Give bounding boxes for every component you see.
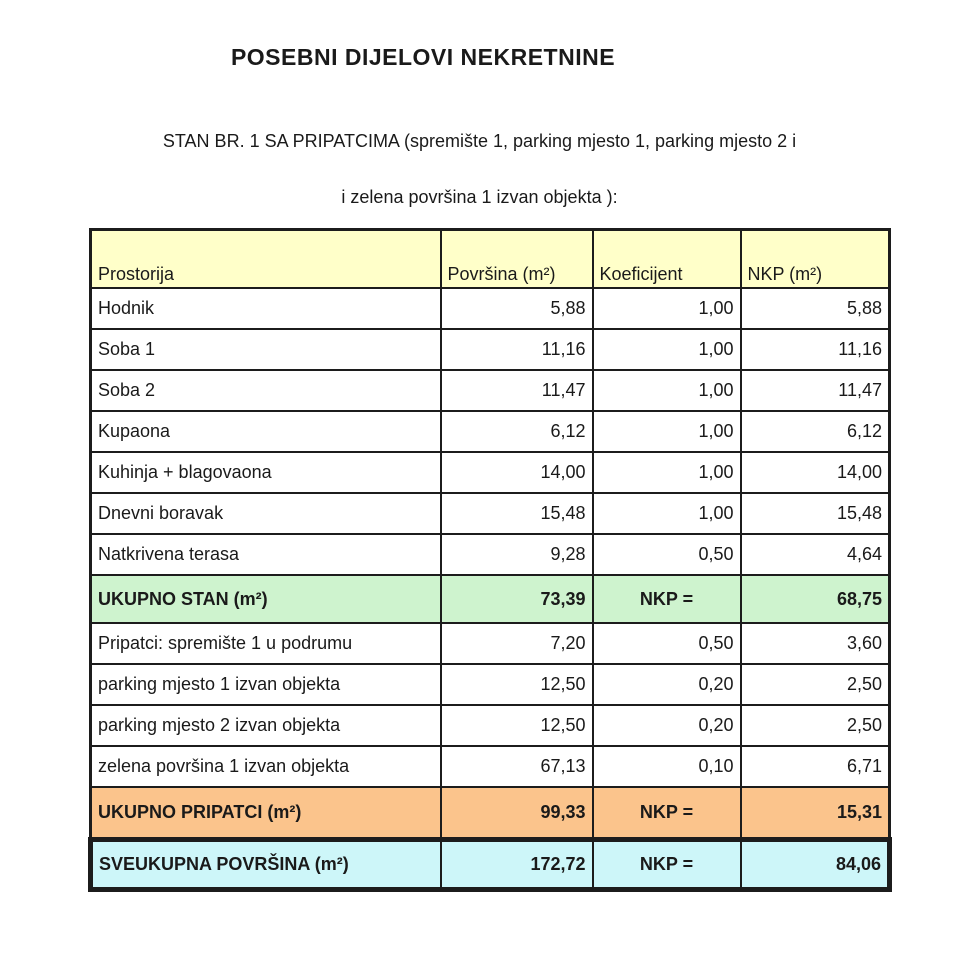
subtitle-line-1: STAN BR. 1 SA PRIPATCIMA (spremište 1, parking mjesto 1, parking mjesto 2 i xyxy=(162,131,797,151)
cell-koeficijent: NKP = xyxy=(593,787,741,839)
cell-koeficijent: 0,50 xyxy=(593,623,741,664)
cell-label: Dnevni boravak xyxy=(91,493,441,534)
cell-koeficijent: 0,20 xyxy=(593,664,741,705)
cell-label: SVEUKUPNA POVRŠINA (m²) xyxy=(91,839,441,889)
cell-koeficijent: 1,00 xyxy=(593,288,741,329)
table-row xyxy=(91,664,890,705)
col-header-koeficijent: Koeficijent xyxy=(593,230,741,289)
col-header-nkp: NKP (m²) xyxy=(741,230,890,289)
cell-koeficijent: 1,00 xyxy=(593,370,741,411)
cell-koeficijent: 1,00 xyxy=(593,452,741,493)
cell-nkp: 4,64 xyxy=(741,534,890,575)
cell-nkp: 2,50 xyxy=(741,664,890,705)
cell-label: UKUPNO PRIPATCI (m²) xyxy=(91,787,441,839)
cell-koeficijent: NKP = xyxy=(593,839,741,889)
cell-label: Hodnik xyxy=(91,288,441,329)
cell-koeficijent: 1,00 xyxy=(593,329,741,370)
cell-koeficijent: 1,00 xyxy=(593,493,741,534)
cell-label: parking mjesto 1 izvan objekta xyxy=(91,664,441,705)
cell-label: Kuhinja + blagovaona xyxy=(91,452,441,493)
cell-povrsina: 12,50 xyxy=(441,705,593,746)
cell-nkp: 5,88 xyxy=(741,288,890,329)
col-header-prostorija: Prostorija xyxy=(91,230,441,289)
table-row xyxy=(91,288,890,329)
cell-koeficijent: 0,50 xyxy=(593,534,741,575)
table-row xyxy=(91,493,890,534)
cell-koeficijent: 1,00 xyxy=(593,411,741,452)
cell-povrsina: 99,33 xyxy=(441,787,593,839)
cell-label: zelena površina 1 izvan objekta xyxy=(91,746,441,787)
cell-label: Soba 2 xyxy=(91,370,441,411)
cell-label: Natkrivena terasa xyxy=(91,534,441,575)
total-stan-row xyxy=(91,575,890,623)
cell-label: UKUPNO STAN (m²) xyxy=(91,575,441,623)
total-pripatci-row xyxy=(91,787,890,839)
cell-povrsina: 7,20 xyxy=(441,623,593,664)
grand-total-row xyxy=(91,839,890,889)
cell-nkp: 84,06 xyxy=(741,839,890,889)
cell-nkp: 15,31 xyxy=(741,787,890,839)
cell-povrsina: 11,47 xyxy=(441,370,593,411)
subtitle-line-2: i zelena površina 1 izvan objekta ): xyxy=(341,187,618,207)
cell-nkp: 3,60 xyxy=(741,623,890,664)
cell-nkp: 6,71 xyxy=(741,746,890,787)
cell-povrsina: 9,28 xyxy=(441,534,593,575)
page-title: POSEBNI DIJELOVI NEKRETNINE xyxy=(230,44,616,70)
cell-koeficijent: NKP = xyxy=(593,575,741,623)
cell-povrsina: 67,13 xyxy=(441,746,593,787)
cell-nkp: 14,00 xyxy=(741,452,890,493)
table-row xyxy=(91,329,890,370)
cell-koeficijent: 0,20 xyxy=(593,705,741,746)
table-header-row xyxy=(91,230,890,289)
cell-povrsina: 5,88 xyxy=(441,288,593,329)
cell-nkp: 11,47 xyxy=(741,370,890,411)
cell-label: parking mjesto 2 izvan objekta xyxy=(91,705,441,746)
cell-label: Soba 1 xyxy=(91,329,441,370)
cell-povrsina: 11,16 xyxy=(441,329,593,370)
cell-nkp: 15,48 xyxy=(741,493,890,534)
cell-povrsina: 12,50 xyxy=(441,664,593,705)
cell-nkp: 6,12 xyxy=(741,411,890,452)
cell-povrsina: 73,39 xyxy=(441,575,593,623)
cell-nkp: 68,75 xyxy=(741,575,890,623)
areas-table xyxy=(88,228,892,892)
table-row xyxy=(91,452,890,493)
cell-nkp: 11,16 xyxy=(741,329,890,370)
cell-label: Pripatci: spremište 1 u podrumu xyxy=(91,623,441,664)
col-header-povrsina: Površina (m²) xyxy=(441,230,593,289)
cell-povrsina: 6,12 xyxy=(441,411,593,452)
cell-povrsina: 172,72 xyxy=(441,839,593,889)
cell-nkp: 2,50 xyxy=(741,705,890,746)
cell-koeficijent: 0,10 xyxy=(593,746,741,787)
table-row xyxy=(91,411,890,452)
table-row xyxy=(91,370,890,411)
table-row xyxy=(91,623,890,664)
cell-povrsina: 14,00 xyxy=(441,452,593,493)
table-row xyxy=(91,705,890,746)
table-row xyxy=(91,534,890,575)
table-row xyxy=(91,746,890,787)
cell-label: Kupaona xyxy=(91,411,441,452)
cell-povrsina: 15,48 xyxy=(441,493,593,534)
